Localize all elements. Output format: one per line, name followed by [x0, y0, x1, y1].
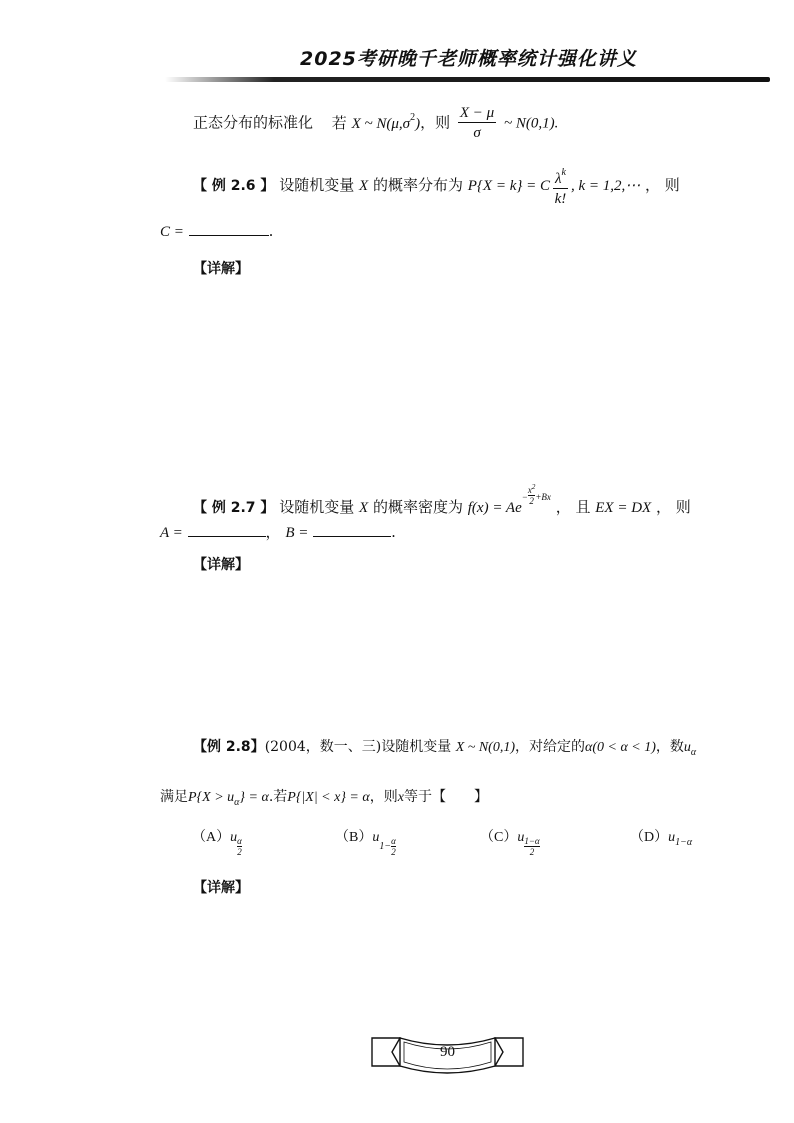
period: . [391, 523, 396, 541]
period: . [268, 222, 274, 240]
example-2-7-tail2: ， 则 [656, 498, 691, 516]
example-2-6-text1: 设随机变量 [279, 175, 355, 194]
then-text: ，则 [369, 789, 398, 805]
b-equals: B = [285, 525, 309, 541]
if-text: .若 [268, 789, 288, 805]
normalization-result: ~ N(0,1). [503, 115, 559, 132]
u-alpha: $u_\alpha$ [683, 740, 697, 758]
example-2-7-condition: EX = DX [595, 500, 652, 516]
satisfies-text: 满足 [160, 789, 188, 805]
example-2-7-tail1: ， 且 [555, 498, 591, 516]
example-2-8-text1: 设随机变量 [381, 739, 452, 755]
separator: ， [265, 523, 281, 541]
question-ask: 等于【 】 [403, 789, 488, 805]
example-2-6-var: X [359, 177, 369, 194]
example-2-7-detail-label: 【详解】 [193, 557, 249, 573]
example-2-7-text1: 设随机变量 [279, 498, 355, 516]
if-text: 若 [331, 113, 347, 132]
answer-blank-c[interactable] [189, 221, 269, 236]
condition-1: $P\{X > u_\alpha\} = \alpha$ [188, 790, 269, 808]
option-a[interactable]: （A）u $\frac{\alpha}{2}$ [192, 830, 242, 857]
a-equals: A = [160, 525, 183, 541]
option-b[interactable]: $(B)u_{1-}$ $\frac{\alpha}{2}$ [335, 830, 396, 857]
example-2-6-detail-label: 【详解】 [193, 261, 249, 277]
standardization-fraction: $\frac{X - \mu}{\sigma}$ [459, 105, 495, 141]
running-header-title: 2025考研晚千老师概率统计强化讲义 [300, 48, 637, 70]
example-2-8-text2: ，对给定的 [515, 739, 585, 755]
example-2-6-expression: P{X = k} = C $\frac{\lambda^k}{k!}$ , k = 1,2,⋯ [468, 178, 640, 194]
example-2-7-text2: 的概率密度为 [372, 498, 463, 516]
example-2-8-detail-label: 【详解】 [193, 880, 249, 896]
normalization-label: 正态分布的标准化 [193, 113, 314, 132]
example-2-6-label: 【 例 2.6 】 [193, 177, 275, 194]
example-2-8-line2 [160, 786, 488, 808]
example-2-6-text2: 的概率分布为 [372, 175, 463, 194]
example-2-7-blank-line [160, 521, 396, 542]
example-2-7-var: X [359, 500, 369, 516]
example-2-7-density: f(x) = Ae− $\frac{x^2}{2}$ +Bx [467, 483, 551, 516]
example-2-6-statement [193, 164, 680, 209]
then-text: ，则 [420, 113, 451, 132]
example-2-6-tail: ， 则 [645, 175, 680, 194]
example-2-7-label: 【 例 2.7 】 [193, 500, 275, 516]
normalization-condition: X ~ $N(\mu,\sigma^2)$ [351, 111, 421, 132]
option-c[interactable]: （C）u $\frac{1-\alpha}{2}$ [480, 830, 540, 857]
answer-blank-b[interactable] [313, 522, 391, 537]
normalization-line [193, 104, 558, 143]
x-var: x [397, 790, 404, 805]
option-d[interactable]: $(D)u_{1-\alpha}$ [630, 830, 693, 848]
page-number: 90 [440, 1044, 455, 1060]
example-2-7-statement [193, 482, 691, 517]
condition-2: P{|X| < x} = α [287, 790, 370, 805]
header-rule [165, 77, 770, 82]
example-2-8-statement [193, 736, 696, 758]
answer-blank-a[interactable] [188, 522, 266, 537]
example-2-6-blank-line [160, 221, 273, 241]
c-equals: C = [160, 224, 184, 240]
alpha-condition: α(0 < α < 1) [585, 740, 656, 755]
example-2-8-label: 【例 2.8】 [193, 739, 265, 755]
example-2-8-source: (2004，数一、三) [264, 739, 382, 755]
example-2-8-condition: X ~ N(0,1) [455, 740, 515, 755]
example-2-8-text3: ，数 [655, 739, 684, 755]
